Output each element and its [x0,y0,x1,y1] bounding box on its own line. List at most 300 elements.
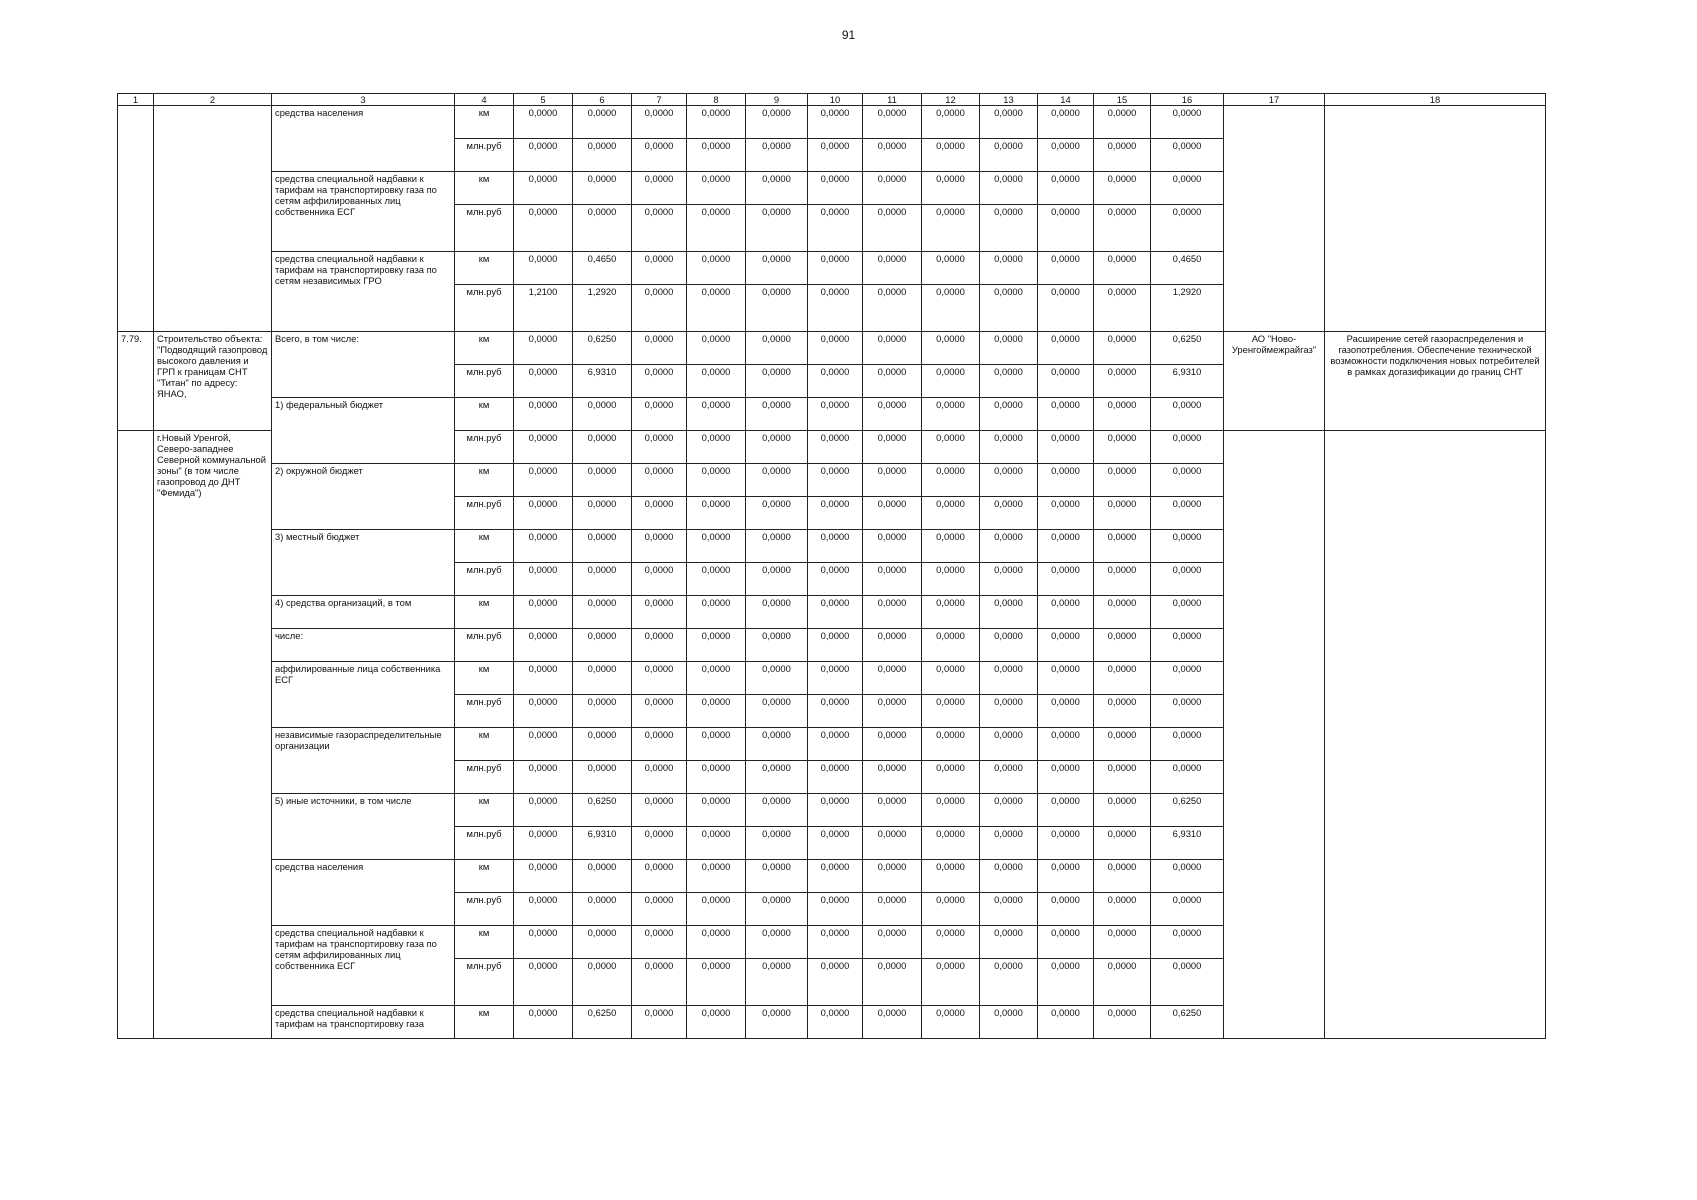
mln-value-col-10: 0,0000 [808,563,863,596]
km-value-col-5: 0,0000 [514,332,573,365]
km-value-col-9: 0,0000 [746,860,808,893]
mln-value-col-8: 0,0000 [687,959,746,1006]
km-value-col-9: 0,0000 [746,926,808,959]
mln-value-col-12: 0,0000 [922,365,980,398]
km-value-col-9: 0,0000 [746,794,808,827]
source-label: Всего, в том числе: [272,332,455,398]
mln-value-col-14: 0,0000 [1038,365,1094,398]
mln-value-col-16: 0,0000 [1151,695,1224,728]
mln-value-col-13: 0,0000 [980,139,1038,172]
mln-value-col-13: 0,0000 [980,205,1038,252]
mln-value-col-13: 0,0000 [980,497,1038,530]
km-value-col-5: 0,0000 [514,464,573,497]
unit-km: км [455,172,514,205]
km-value-col-5: 0,0000 [514,860,573,893]
unit-mln-rub: млн.руб [455,761,514,794]
mln-value-col-14: 0,0000 [1038,139,1094,172]
mln-value-col-15: 0,0000 [1094,959,1151,1006]
km-value-col-15: 0,0000 [1094,926,1151,959]
unit-km: км [455,596,514,629]
km-value-col-15: 0,0000 [1094,794,1151,827]
km-value-col-8: 0,0000 [687,252,746,285]
mln-value-col-8: 0,0000 [687,761,746,794]
mln-value-col-14: 0,0000 [1038,761,1094,794]
mln-value-col-9: 0,0000 [746,139,808,172]
km-value-col-12: 0,0000 [922,106,980,139]
mln-value-col-13: 0,0000 [980,563,1038,596]
km-value-col-11: 0,0000 [863,332,922,365]
mln-value-col-7: 0,0000 [632,139,687,172]
mln-value-col-14: 0,0000 [1038,629,1094,662]
mln-value-col-10: 0,0000 [808,827,863,860]
km-value-col-13: 0,0000 [980,794,1038,827]
mln-value-col-12: 0,0000 [922,893,980,926]
mln-value-col-8: 0,0000 [687,695,746,728]
mln-value-col-5: 1,2100 [514,285,573,332]
mln-value-col-8: 0,0000 [687,431,746,464]
km-value-col-11: 0,0000 [863,252,922,285]
mln-value-col-11: 0,0000 [863,629,922,662]
km-value-col-12: 0,0000 [922,926,980,959]
km-value-col-6: 0,4650 [573,252,632,285]
km-value-col-7: 0,0000 [632,926,687,959]
km-value-col-15: 0,0000 [1094,252,1151,285]
mln-value-col-8: 0,0000 [687,563,746,596]
cell-number-continued [118,106,154,332]
km-value-col-7: 0,0000 [632,860,687,893]
km-value-col-9: 0,0000 [746,252,808,285]
item-number-cont [118,431,154,1039]
mln-value-col-12: 0,0000 [922,761,980,794]
mln-value-col-10: 0,0000 [808,695,863,728]
mln-value-col-9: 0,0000 [746,629,808,662]
km-value-col-8: 0,0000 [687,530,746,563]
km-value-col-5: 0,0000 [514,662,573,695]
km-value-col-15: 0,0000 [1094,596,1151,629]
cell-object-continued [154,106,272,332]
km-value-col-6: 0,0000 [573,398,632,431]
mln-value-col-11: 0,0000 [863,959,922,1006]
km-value-col-11: 0,0000 [863,596,922,629]
km-value-col-6: 0,0000 [573,106,632,139]
column-number-16: 16 [1151,94,1224,106]
column-number-12: 12 [922,94,980,106]
mln-value-col-5: 0,0000 [514,365,573,398]
km-value-col-15: 0,0000 [1094,530,1151,563]
km-value-col-15: 0,0000 [1094,728,1151,761]
km-value-col-16: 0,6250 [1151,794,1224,827]
mln-value-col-7: 0,0000 [632,365,687,398]
km-value-col-10: 0,0000 [808,926,863,959]
mln-value-col-10: 0,0000 [808,959,863,1006]
mln-value-col-12: 0,0000 [922,827,980,860]
km-value-col-12: 0,0000 [922,530,980,563]
km-value-col-15: 0,0000 [1094,106,1151,139]
km-value-col-9: 0,0000 [746,398,808,431]
km-value-col-10: 0,0000 [808,728,863,761]
source-label: независимые газораспределительные организации [272,728,455,794]
km-value-col-6: 0,6250 [573,1006,632,1039]
mln-value-col-11: 0,0000 [863,365,922,398]
unit-km: км [455,252,514,285]
km-value-col-13: 0,0000 [980,530,1038,563]
mln-value-col-15: 0,0000 [1094,695,1151,728]
unit-km: км [455,530,514,563]
source-label: 4) средства организаций, в том [272,596,455,629]
mln-value-col-10: 0,0000 [808,761,863,794]
mln-value-col-9: 0,0000 [746,431,808,464]
mln-value-col-11: 0,0000 [863,285,922,332]
km-value-col-14: 0,0000 [1038,926,1094,959]
km-value-col-13: 0,0000 [980,172,1038,205]
km-value-col-6: 0,0000 [573,172,632,205]
source-label: средства специальной надбавки к тарифам на транспортировку газа по сетям аффилированных лиц собственника ЕСГ [272,926,455,1006]
mln-value-col-15: 0,0000 [1094,365,1151,398]
cell-executor-continued [1224,106,1325,332]
km-value-col-9: 0,0000 [746,596,808,629]
object-name-part1: Строительство объекта: "Подводящий газопровод высокого давления и ГРП к границам СНТ "Титан" по адресу: ЯНАО, [154,332,272,431]
mln-value-col-13: 0,0000 [980,365,1038,398]
km-value-col-10: 0,0000 [808,172,863,205]
mln-value-col-6: 0,0000 [573,139,632,172]
source-label: 5) иные источники, в том числе [272,794,455,860]
mln-value-col-7: 0,0000 [632,285,687,332]
km-value-col-10: 0,0000 [808,252,863,285]
mln-value-col-15: 0,0000 [1094,431,1151,464]
unit-km: км [455,398,514,431]
mln-value-col-15: 0,0000 [1094,285,1151,332]
mln-value-col-8: 0,0000 [687,139,746,172]
unit-km: км [455,1006,514,1039]
km-value-col-12: 0,0000 [922,860,980,893]
unit-mln-rub: млн.руб [455,365,514,398]
mln-value-col-9: 0,0000 [746,365,808,398]
unit-mln-rub: млн.руб [455,695,514,728]
km-value-col-6: 0,0000 [573,662,632,695]
report-table [117,93,1546,1039]
mln-value-col-10: 0,0000 [808,205,863,252]
km-value-col-14: 0,0000 [1038,332,1094,365]
source-label: средства населения [272,860,455,926]
mln-value-col-10: 0,0000 [808,629,863,662]
mln-value-col-13: 0,0000 [980,629,1038,662]
mln-value-col-11: 0,0000 [863,139,922,172]
mln-value-col-5: 0,0000 [514,497,573,530]
mln-value-col-5: 0,0000 [514,695,573,728]
km-value-col-13: 0,0000 [980,464,1038,497]
km-value-col-11: 0,0000 [863,464,922,497]
mln-value-col-7: 0,0000 [632,893,687,926]
mln-value-col-13: 0,0000 [980,431,1038,464]
km-value-col-11: 0,0000 [863,662,922,695]
km-value-col-14: 0,0000 [1038,398,1094,431]
mln-value-col-13: 0,0000 [980,761,1038,794]
km-value-col-13: 0,0000 [980,596,1038,629]
mln-value-col-5: 0,0000 [514,139,573,172]
km-value-col-14: 0,0000 [1038,1006,1094,1039]
mln-value-col-9: 0,0000 [746,563,808,596]
unit-mln-rub: млн.руб [455,497,514,530]
mln-value-col-7: 0,0000 [632,205,687,252]
mln-value-col-7: 0,0000 [632,563,687,596]
km-value-col-14: 0,0000 [1038,172,1094,205]
km-value-col-8: 0,0000 [687,464,746,497]
mln-value-col-9: 0,0000 [746,827,808,860]
km-value-col-12: 0,0000 [922,794,980,827]
column-number-18: 18 [1325,94,1546,106]
mln-value-col-5: 0,0000 [514,827,573,860]
mln-value-col-5: 0,0000 [514,563,573,596]
km-value-col-15: 0,0000 [1094,1006,1151,1039]
unit-km: км [455,794,514,827]
unit-km: км [455,728,514,761]
km-value-col-11: 0,0000 [863,1006,922,1039]
mln-value-col-12: 0,0000 [922,563,980,596]
km-value-col-10: 0,0000 [808,530,863,563]
mln-value-col-16: 0,0000 [1151,139,1224,172]
km-value-col-15: 0,0000 [1094,860,1151,893]
km-value-col-8: 0,0000 [687,398,746,431]
mln-value-col-6: 6,9310 [573,827,632,860]
mln-value-col-8: 0,0000 [687,497,746,530]
mln-value-col-13: 0,0000 [980,893,1038,926]
km-value-col-5: 0,0000 [514,596,573,629]
km-value-col-6: 0,0000 [573,464,632,497]
km-value-col-11: 0,0000 [863,398,922,431]
km-value-col-7: 0,0000 [632,464,687,497]
column-number-14: 14 [1038,94,1094,106]
unit-mln-rub: млн.руб [455,139,514,172]
mln-value-col-16: 0,0000 [1151,959,1224,1006]
km-value-col-8: 0,0000 [687,1006,746,1039]
km-value-col-15: 0,0000 [1094,398,1151,431]
mln-value-col-16: 0,0000 [1151,431,1224,464]
mln-value-col-14: 0,0000 [1038,893,1094,926]
km-value-col-8: 0,0000 [687,860,746,893]
km-value-col-7: 0,0000 [632,1006,687,1039]
mln-value-col-9: 0,0000 [746,761,808,794]
mln-value-col-8: 0,0000 [687,827,746,860]
km-value-col-16: 0,0000 [1151,596,1224,629]
unit-mln-rub: млн.руб [455,959,514,1006]
km-value-col-16: 0,0000 [1151,398,1224,431]
km-value-col-6: 0,0000 [573,926,632,959]
km-value-col-14: 0,0000 [1038,794,1094,827]
mln-value-col-14: 0,0000 [1038,827,1094,860]
km-value-col-16: 0,0000 [1151,926,1224,959]
column-number-5: 5 [514,94,573,106]
mln-value-col-16: 0,0000 [1151,205,1224,252]
km-value-col-14: 0,0000 [1038,662,1094,695]
mln-value-col-9: 0,0000 [746,695,808,728]
km-value-col-5: 0,0000 [514,530,573,563]
unit-km: км [455,464,514,497]
mln-value-col-11: 0,0000 [863,563,922,596]
km-value-col-10: 0,0000 [808,794,863,827]
km-value-col-13: 0,0000 [980,662,1038,695]
km-value-col-8: 0,0000 [687,332,746,365]
mln-value-col-14: 0,0000 [1038,205,1094,252]
unit-km: км [455,332,514,365]
mln-value-col-7: 0,0000 [632,827,687,860]
mln-value-col-14: 0,0000 [1038,431,1094,464]
km-value-col-16: 0,0000 [1151,860,1224,893]
mln-value-col-15: 0,0000 [1094,629,1151,662]
mln-value-col-12: 0,0000 [922,205,980,252]
mln-value-col-6: 0,0000 [573,629,632,662]
mln-value-col-6: 0,0000 [573,205,632,252]
km-value-col-14: 0,0000 [1038,530,1094,563]
mln-value-col-15: 0,0000 [1094,827,1151,860]
executor: АО "Ново-Уренгоймежрайгаз" [1224,332,1325,431]
mln-value-col-5: 0,0000 [514,205,573,252]
km-value-col-15: 0,0000 [1094,172,1151,205]
km-value-col-9: 0,0000 [746,530,808,563]
km-value-col-7: 0,0000 [632,662,687,695]
executor-cont [1224,431,1325,1039]
mln-value-col-8: 0,0000 [687,893,746,926]
mln-value-col-11: 0,0000 [863,205,922,252]
km-value-col-8: 0,0000 [687,106,746,139]
mln-value-col-10: 0,0000 [808,893,863,926]
km-value-col-12: 0,0000 [922,172,980,205]
column-number-10: 10 [808,94,863,106]
report-table-container [117,93,1546,1039]
km-value-col-16: 0,6250 [1151,1006,1224,1039]
mln-value-col-16: 0,0000 [1151,893,1224,926]
km-value-col-5: 0,0000 [514,1006,573,1039]
mln-value-col-15: 0,0000 [1094,893,1151,926]
km-value-col-14: 0,0000 [1038,106,1094,139]
mln-value-col-7: 0,0000 [632,629,687,662]
mln-value-col-15: 0,0000 [1094,497,1151,530]
mln-value-col-13: 0,0000 [980,959,1038,1006]
mln-value-col-16: 0,0000 [1151,629,1224,662]
mln-value-col-6: 1,2920 [573,285,632,332]
km-value-col-8: 0,0000 [687,794,746,827]
unit-mln-rub: млн.руб [455,629,514,662]
km-value-col-13: 0,0000 [980,926,1038,959]
mln-value-col-13: 0,0000 [980,285,1038,332]
mln-value-col-12: 0,0000 [922,285,980,332]
km-value-col-10: 0,0000 [808,106,863,139]
mln-value-col-6: 0,0000 [573,431,632,464]
source-label: аффилированные лица собственника ЕСГ [272,662,455,728]
km-value-col-13: 0,0000 [980,332,1038,365]
km-value-col-12: 0,0000 [922,596,980,629]
column-number-1: 1 [118,94,154,106]
mln-value-col-16: 6,9310 [1151,365,1224,398]
km-value-col-16: 0,0000 [1151,464,1224,497]
mln-value-col-7: 0,0000 [632,431,687,464]
mln-value-col-9: 0,0000 [746,959,808,1006]
mln-value-col-15: 0,0000 [1094,761,1151,794]
mln-value-col-14: 0,0000 [1038,285,1094,332]
km-value-col-11: 0,0000 [863,794,922,827]
km-value-col-14: 0,0000 [1038,860,1094,893]
km-value-col-16: 0,0000 [1151,172,1224,205]
km-value-col-5: 0,0000 [514,398,573,431]
mln-value-col-5: 0,0000 [514,629,573,662]
mln-value-col-14: 0,0000 [1038,563,1094,596]
mln-value-col-9: 0,0000 [746,285,808,332]
source-label: средства населения [272,106,455,172]
km-value-col-12: 0,0000 [922,252,980,285]
km-value-col-7: 0,0000 [632,530,687,563]
km-value-col-7: 0,0000 [632,398,687,431]
km-value-col-15: 0,0000 [1094,332,1151,365]
km-value-col-10: 0,0000 [808,332,863,365]
mln-value-col-11: 0,0000 [863,497,922,530]
unit-mln-rub: млн.руб [455,285,514,332]
mln-value-col-13: 0,0000 [980,827,1038,860]
item-number: 7.79. [118,332,154,431]
mln-value-col-5: 0,0000 [514,761,573,794]
unit-km: км [455,926,514,959]
km-value-col-14: 0,0000 [1038,728,1094,761]
km-value-col-9: 0,0000 [746,332,808,365]
km-value-col-11: 0,0000 [863,106,922,139]
km-value-col-12: 0,0000 [922,464,980,497]
km-value-col-8: 0,0000 [687,926,746,959]
km-value-col-13: 0,0000 [980,1006,1038,1039]
mln-value-col-10: 0,0000 [808,285,863,332]
mln-value-col-11: 0,0000 [863,761,922,794]
unit-mln-rub: млн.руб [455,431,514,464]
table-row [118,106,1546,139]
mln-value-col-16: 0,0000 [1151,497,1224,530]
km-value-col-7: 0,0000 [632,252,687,285]
mln-value-col-7: 0,0000 [632,959,687,1006]
mln-value-col-12: 0,0000 [922,959,980,1006]
km-value-col-6: 0,0000 [573,530,632,563]
mln-value-col-16: 1,2920 [1151,285,1224,332]
mln-value-col-15: 0,0000 [1094,139,1151,172]
km-value-col-12: 0,0000 [922,332,980,365]
mln-value-col-11: 0,0000 [863,431,922,464]
column-number-11: 11 [863,94,922,106]
mln-value-col-11: 0,0000 [863,893,922,926]
mln-value-col-6: 0,0000 [573,563,632,596]
column-number-row [118,94,1546,106]
mln-value-col-11: 0,0000 [863,827,922,860]
km-value-col-13: 0,0000 [980,398,1038,431]
km-value-col-13: 0,0000 [980,860,1038,893]
km-value-col-9: 0,0000 [746,106,808,139]
unit-mln-rub: млн.руб [455,893,514,926]
unit-mln-rub: млн.руб [455,827,514,860]
mln-value-col-6: 0,0000 [573,959,632,1006]
mln-value-col-6: 0,0000 [573,497,632,530]
km-value-col-9: 0,0000 [746,464,808,497]
km-value-col-7: 0,0000 [632,106,687,139]
column-number-17: 17 [1224,94,1325,106]
purpose-cont [1325,431,1546,1039]
source-label: 1) федеральный бюджет [272,398,455,464]
mln-value-col-6: 0,0000 [573,695,632,728]
km-value-col-14: 0,0000 [1038,596,1094,629]
mln-value-col-6: 0,0000 [573,761,632,794]
object-name-part2: г.Новый Уренгой, Северо-западнее Северной коммунальной зоны" (в том числе газопровод до ДНТ "Фемида") [154,431,272,1039]
mln-value-col-14: 0,0000 [1038,695,1094,728]
km-value-col-5: 0,0000 [514,252,573,285]
mln-value-col-11: 0,0000 [863,695,922,728]
mln-value-col-16: 0,0000 [1151,761,1224,794]
km-value-col-16: 0,6250 [1151,332,1224,365]
km-value-col-8: 0,0000 [687,596,746,629]
km-value-col-13: 0,0000 [980,252,1038,285]
column-number-4: 4 [455,94,514,106]
